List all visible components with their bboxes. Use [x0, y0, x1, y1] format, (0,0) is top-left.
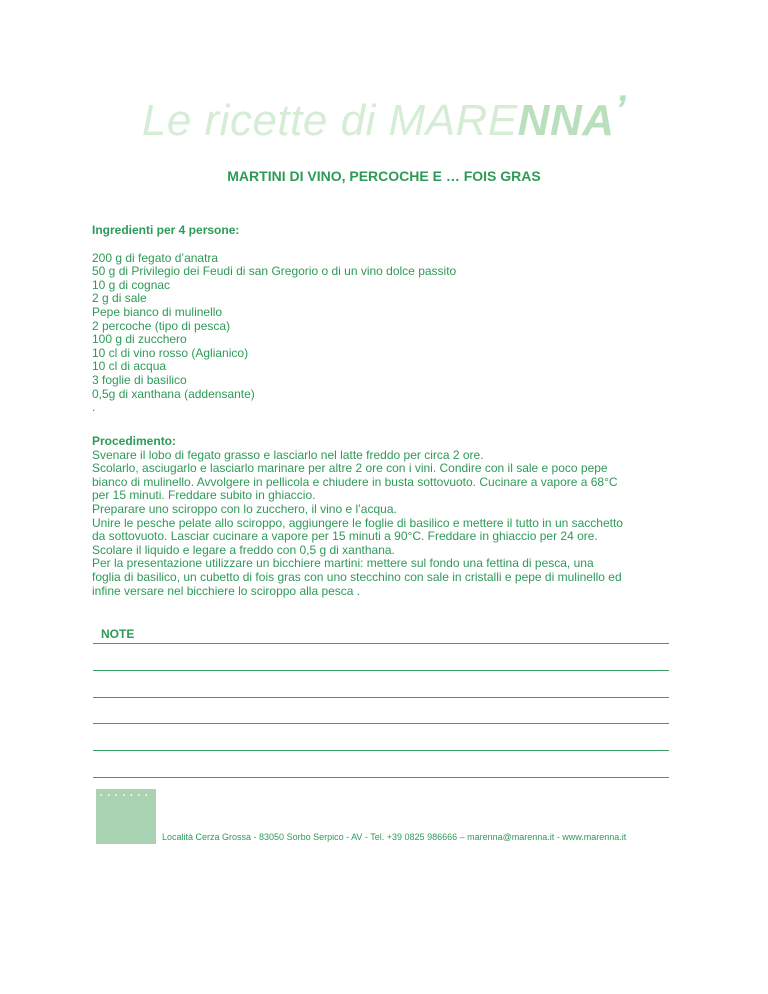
- procedure-line: Unire le pesche pelate allo sciroppo, aggiungere le foglie di basilico e mettere il tutto in un sacchetto: [92, 515, 623, 530]
- notes-label: NOTE: [101, 627, 135, 641]
- marenna-logo: [96, 789, 156, 844]
- procedure-line: Svenare il lobo di fegato grasso e lasciarlo nel latte freddo per circa 2 ore.: [92, 447, 484, 462]
- ingredient-item: 10 g di cognac: [92, 277, 171, 292]
- ingredient-item: 100 g di zucchero: [92, 332, 187, 347]
- ingredient-item: 3 foglie di basilico: [92, 372, 187, 387]
- ingredients-section: [92, 224, 652, 415]
- procedure-line: Per la presentazione utilizzare un bicchiere martini: mettere sul fondo una fettina di pesca, una: [92, 556, 594, 571]
- logo-decoration: ● ● ● ● ● ● ●: [100, 792, 150, 797]
- procedure-line: bianco di mulinello. Avvolgere in pellicola e chiudere in busta sottovuoto. Cucinare a vapore a 68°C: [92, 474, 618, 489]
- brand-prefix: Le ricette di MARE: [141, 96, 518, 145]
- ingredient-item: Pepe bianco di mulinello: [92, 304, 223, 319]
- notes-rule: [93, 697, 669, 698]
- procedure-section: [92, 435, 652, 598]
- procedure-line: Scolare il liquido e legare a freddo con 0,5 g di xanthana.: [92, 542, 395, 557]
- notes-rule: [93, 643, 669, 644]
- ingredients-list: [92, 252, 652, 415]
- ingredient-item: .: [92, 400, 96, 415]
- notes-rule: [93, 777, 669, 778]
- brand-header: [0, 88, 768, 146]
- ingredient-item: 200 g di fegato d’anatra: [92, 250, 219, 265]
- procedure-line: Scolarlo, asciugarlo e lasciarlo marinare per altre 2 ore con i vini. Condire con il sale e poco pepe: [92, 461, 608, 476]
- ingredient-item: 0,5g di xanthana (addensante): [92, 386, 255, 401]
- procedure-line: da sottovuoto. Lasciar cucinare a vapore per 15 minuti a 90°C. Freddare in ghiaccio per 24 ore.: [92, 529, 598, 544]
- ingredient-item: 2 percoche (tipo di pesca): [92, 318, 231, 333]
- procedure-heading: Procedimento:: [92, 434, 177, 448]
- notes-rule: [93, 750, 669, 751]
- procedure-line: Preparare uno sciroppo con lo zucchero, il vino e l’acqua.: [92, 501, 397, 516]
- notes-rule: [93, 670, 669, 671]
- ingredient-item: 10 cl di acqua: [92, 359, 167, 374]
- procedure-line: foglia di basilico, un cubetto di fois gras con uno stecchino con sale in cristalli e pepe di mulinello ed: [92, 569, 622, 584]
- procedure-line: per 15 minuti. Freddare subito in ghiaccio.: [92, 488, 316, 503]
- brand-apostrophe: ’: [614, 88, 627, 132]
- ingredient-item: 2 g di sale: [92, 291, 147, 306]
- ingredient-item: 50 g di Privilegio dei Feudi di san Gregorio o di un vino dolce passito: [92, 264, 457, 279]
- recipe-title: MARTINI DI VINO, PERCOCHE E … FOIS GRAS: [227, 168, 541, 184]
- ingredients-heading: Ingredienti per 4 persone:: [92, 223, 240, 237]
- ingredient-item: 10 cl di vino rosso (Aglianico): [92, 345, 249, 360]
- procedure-line: infine versare nel bicchiere lo sciroppo alla pesca .: [92, 583, 361, 598]
- footer-address: Località Cerza Grossa - 83050 Sorbo Serpico - AV - Tel. +39 0825 986666 – marenna@marenna.it - www.marenna.it: [162, 832, 627, 842]
- notes-rule: [93, 723, 669, 724]
- brand-suffix: NNA: [517, 96, 615, 145]
